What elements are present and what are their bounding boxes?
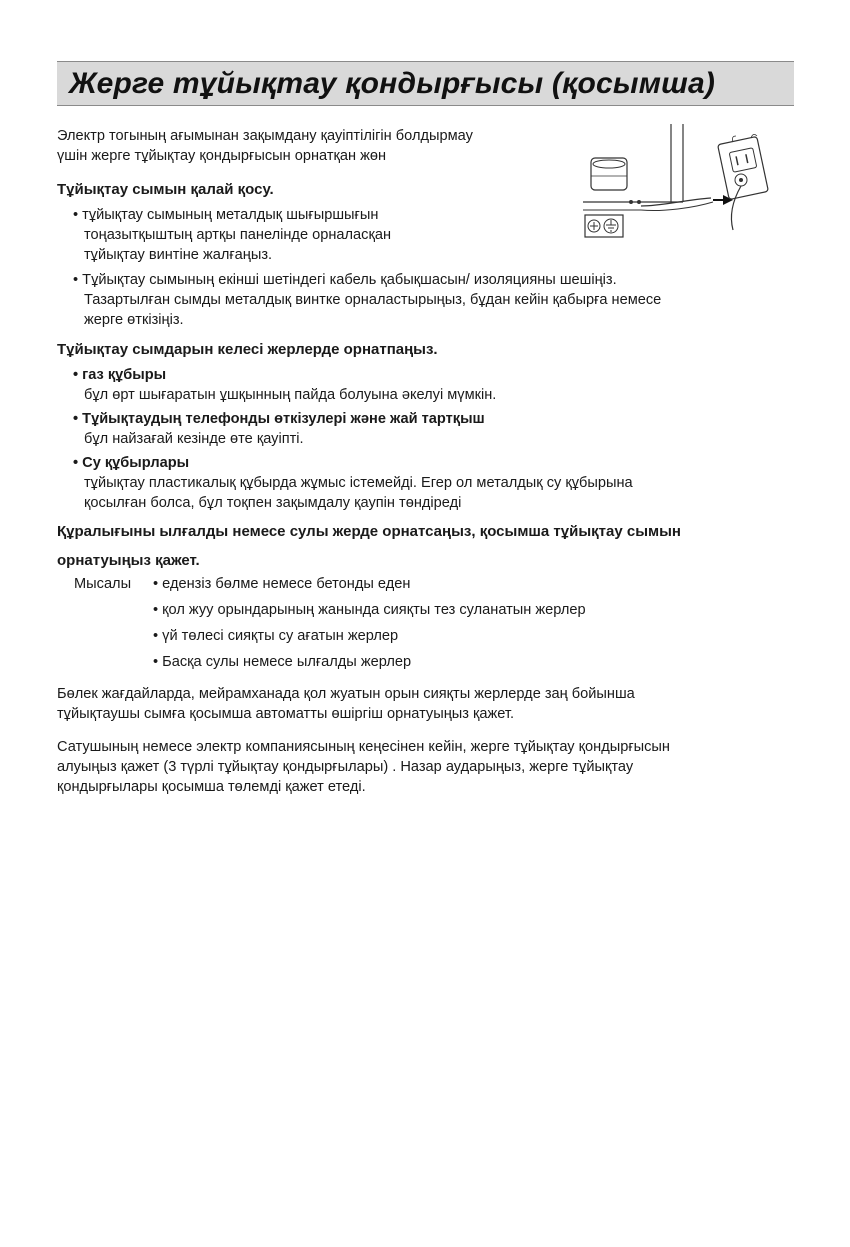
examples-label: Мысалы: [74, 576, 132, 592]
special-paragraph-line: тұйықтаушы сымға қосымша автоматты өшіргіш орнатуыңыз қажет.: [57, 706, 515, 722]
connect-item-line: • тұйықтау сымының металдық шығыршығын: [73, 207, 379, 223]
dealer-paragraph-line: Сатушының немесе электр компаниясының кеңесінен кейін, жерге тұйықтау қондырғысын: [57, 739, 670, 755]
donot-item: [73, 453, 633, 513]
donot-item-line: бұл найзағай кезінде өте қауіпті.: [84, 431, 304, 447]
grounding-illustration: [583, 120, 773, 245]
example-item: • үй төлесі сияқты су ағатын жерлер: [153, 628, 399, 644]
intro-paragraph: [57, 126, 473, 166]
connect-item: [73, 270, 661, 330]
example-item: • едензіз бөлме немесе бетонды еден: [153, 576, 411, 592]
donot-item-title: • Тұйықтаудың телефонды өткізулері және жай тартқыш: [73, 411, 485, 427]
donot-item-line: қосылған болса, бұл тоқпен зақымдалу қаупін төндіреді: [84, 495, 462, 511]
donot-item: [73, 409, 485, 449]
intro-line: үшін жерге тұйықтау қондырғысын орнатқан жөн: [57, 148, 387, 164]
donot-item-title: • газ құбыры: [73, 367, 167, 383]
example-item: • қол жуу орындарының жанында сияқты тез суланатын жерлер: [153, 602, 586, 618]
donot-item-line: бұл өрт шығаратын ұшқынның пайда болуына әкелуі мүмкін.: [84, 387, 497, 403]
donot-heading: Тұйықтау сымдарын келесі жерлерде орнатпаңыз.: [57, 341, 438, 358]
connect-item-line: Тазартылған сымды металдық винтке орналастырыңыз, бұдан кейін қабырға немесе: [84, 292, 662, 308]
donot-item-title: • Су құбырлары: [73, 455, 190, 471]
humid-heading-line: Құралығыны ылғалды немесе сулы жерде орнатсаңыз, қосымша тұйықтау сымын: [57, 523, 681, 540]
dealer-paragraph-line: қондырғылары қосымша төлемді қажет етеді.: [57, 779, 366, 795]
intro-line: Электр тогының ағымынан зақымдану қауіптілігін болдырмау: [57, 128, 473, 144]
ground-terminal-icon: [585, 215, 623, 237]
humid-heading: [57, 519, 681, 574]
dealer-paragraph-line: алуыңыз қажет (3 түрлі тұйықтау қондырғылары) . Назар аударыңыз, жерге тұйықтау: [57, 759, 634, 775]
page-title: Жерге тұйықтау қондырғысы (қосымша): [69, 67, 716, 100]
title-bar: [57, 61, 794, 106]
wall-socket-icon: [718, 134, 769, 230]
connect-item-line: • Тұйықтау сымының екінші шетіндегі кабель қабықшасын/ изоляцияны шешіңіз.: [73, 272, 617, 288]
example-item: • Басқа сулы немесе ылғалды жерлер: [153, 654, 412, 670]
donot-item: [73, 365, 496, 405]
connect-item: [73, 205, 391, 265]
donot-item-line: тұйықтау пластикалық құбырда жұмыс істемейді. Егер ол металдық су құбырына: [84, 475, 633, 491]
humid-heading-line: орнатуыңыз қажет.: [57, 552, 200, 569]
special-paragraph-line: Бөлек жағдайларда, мейрамханада қол жуатын орын сияқты жерлерде заң бойынша: [57, 686, 635, 702]
refrigerator-back-icon: [583, 124, 683, 210]
connect-item-line: тұйықтау винтіне жалғаңыз.: [84, 247, 273, 263]
connect-item-line: тоңазытқыштың артқы панелінде орналасқан: [84, 227, 392, 243]
special-paragraph: [57, 684, 635, 724]
examples-list: [153, 574, 586, 675]
dealer-paragraph: [57, 737, 670, 797]
connect-item-line: жерге өткізіңіз.: [84, 312, 184, 328]
connect-heading: Тұйықтау сымын қалай қосу.: [57, 181, 274, 198]
